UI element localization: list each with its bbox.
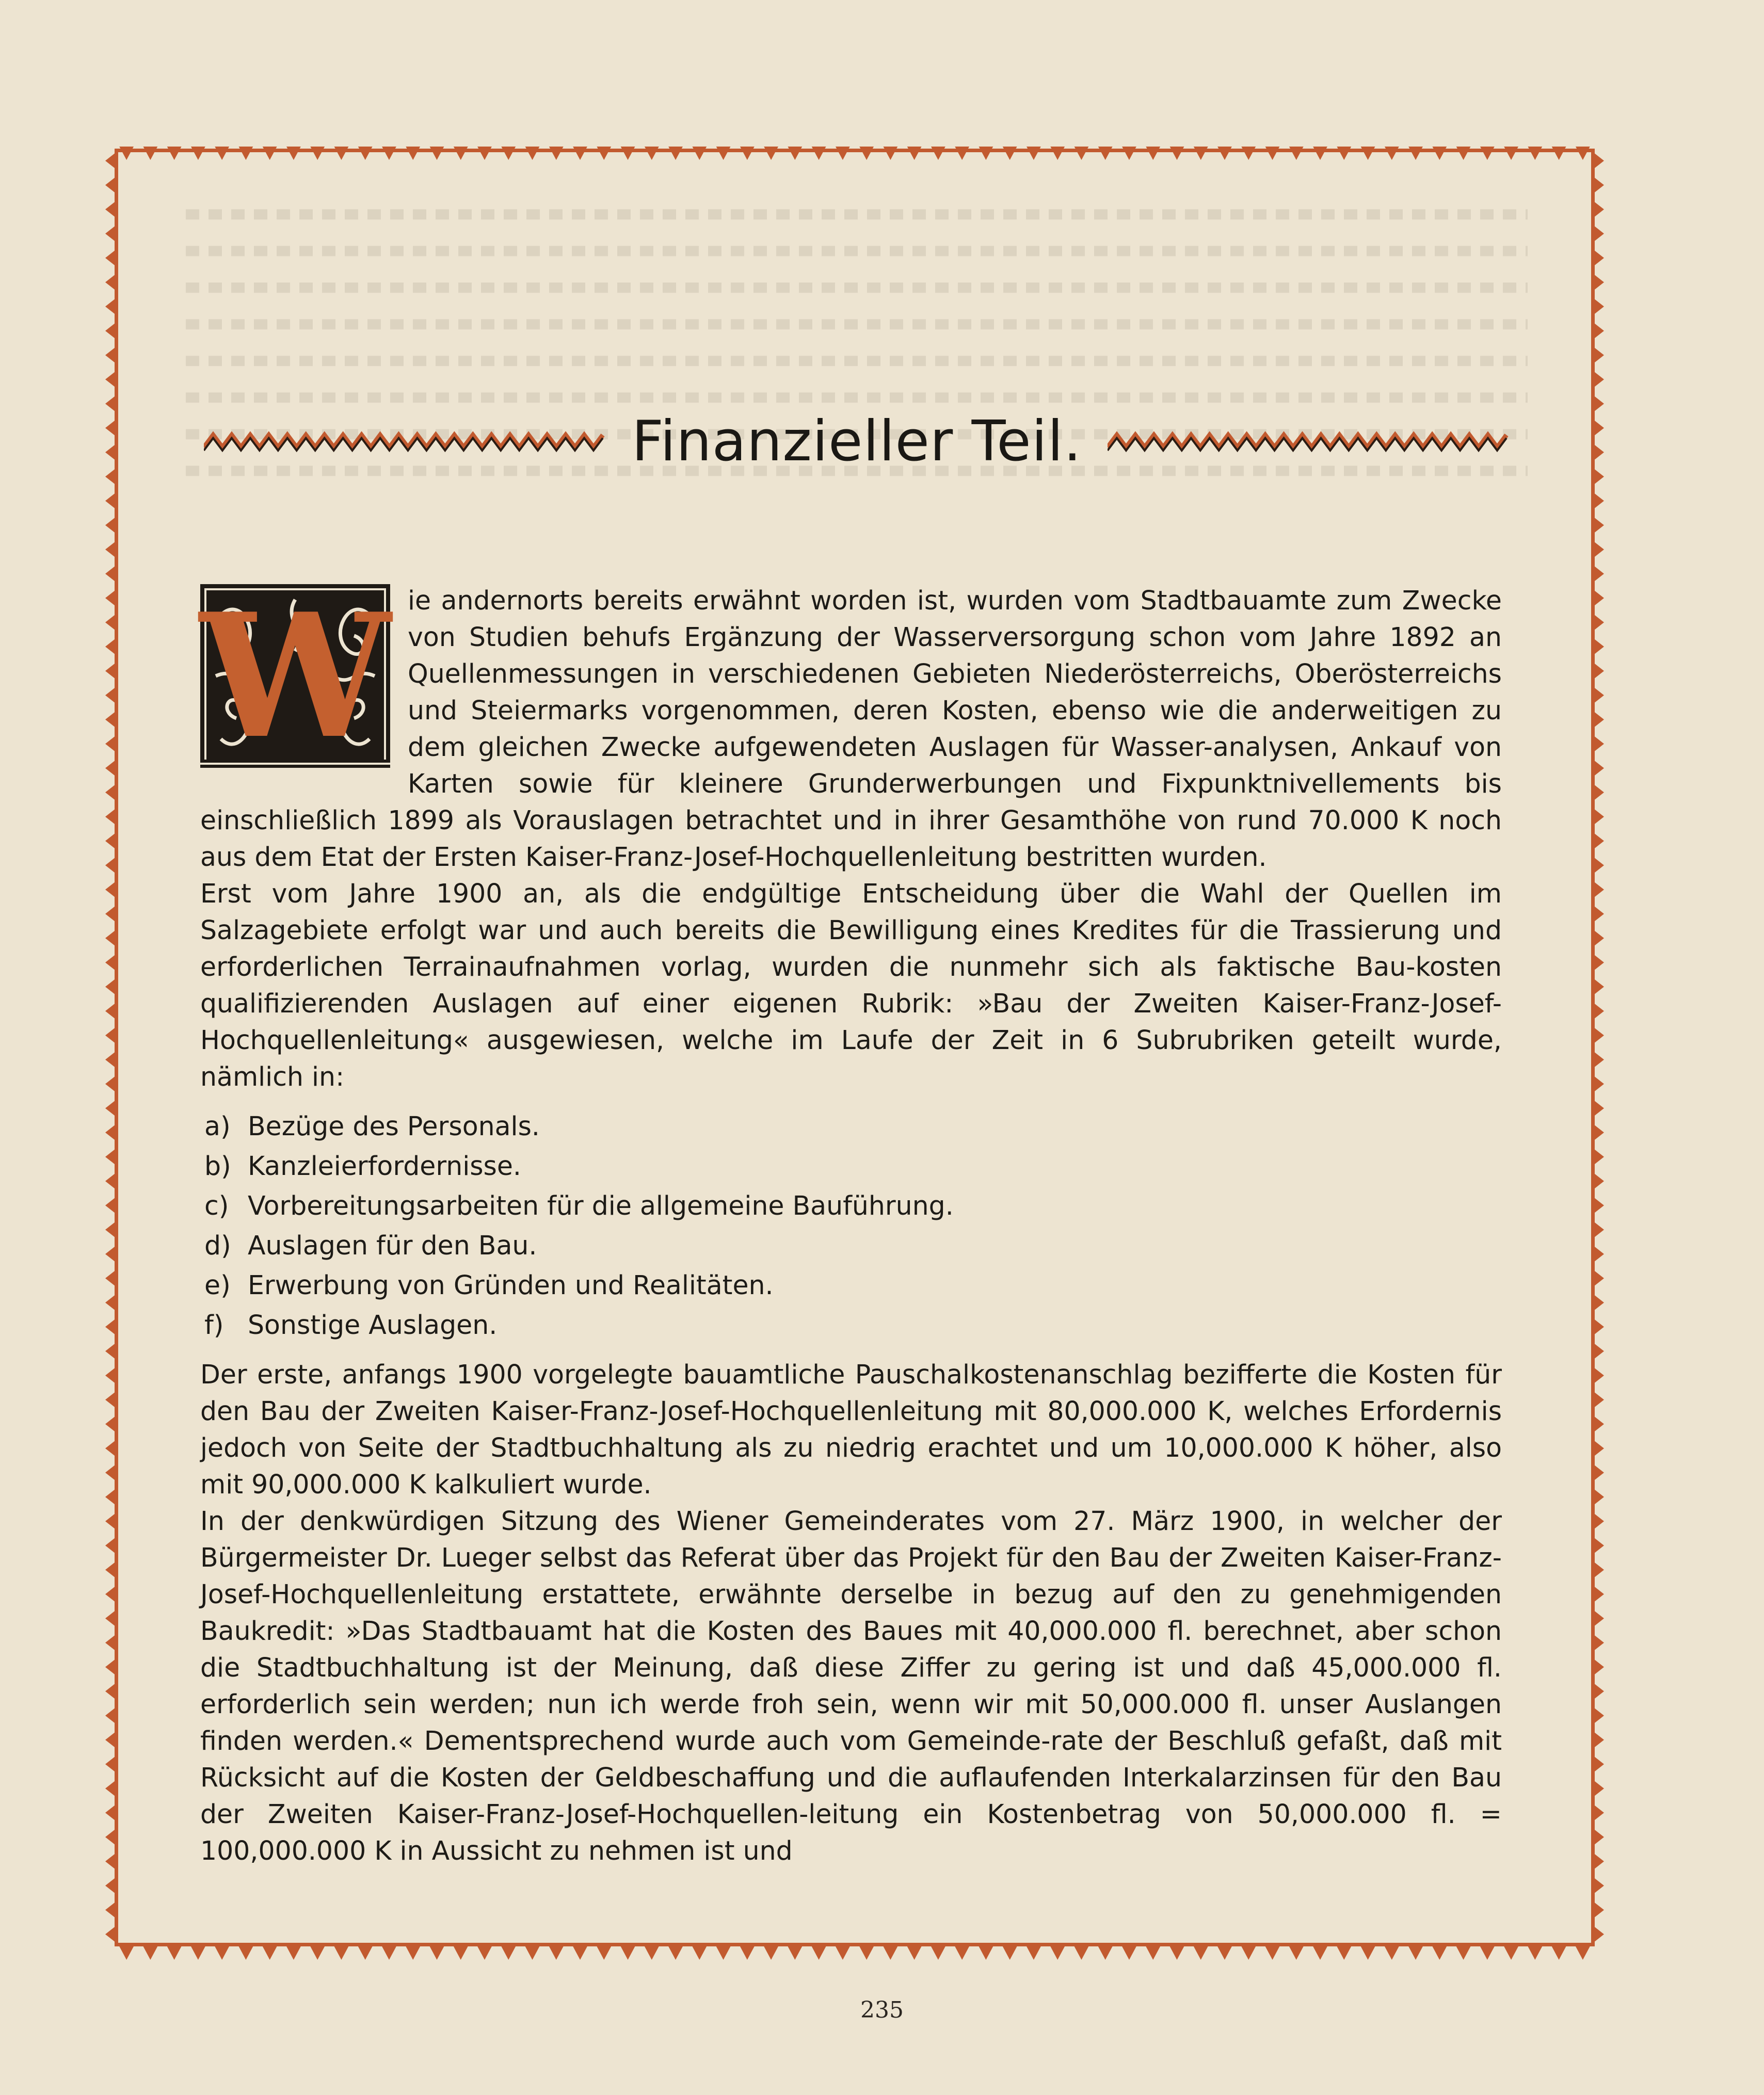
decorated-initial — [199, 576, 391, 776]
initial-letter: W — [199, 576, 391, 776]
zigzag-ornament-right — [1108, 426, 1510, 457]
zigzag-ornament-left — [204, 426, 606, 457]
list-item — [204, 1226, 1502, 1265]
list-marker: c) — [204, 1190, 229, 1221]
list-item — [204, 1186, 1502, 1226]
list-marker: f) — [204, 1310, 224, 1340]
list-marker: d) — [204, 1230, 231, 1261]
list-item — [204, 1305, 1502, 1345]
paragraph-3: Der erste, anfangs 1900 vorgelegte bauamtliche Pauschalkostenanschlag bezifferte die Kosten für den Bau der Zweiten Kaiser-Franz-Josef-Hochquellenleitung mit 80,000.000 K, welches Erfordernis jedoch von Seite der Stadtbuchhaltung als zu niedrig erachtet und um 10,000.000 K höher, also mit 90,000.000 K kalkuliert wurde. — [200, 1359, 1502, 1500]
page-number: 235 — [860, 1997, 904, 2023]
heading-row — [204, 397, 1510, 485]
border-teeth-left — [105, 149, 115, 1946]
paragraph-1: ie andernorts bereits erwähnt worden ist, wurden vom Stadtbauamte zum Zwecke von Studien behufs Ergänzung der Wasserversorgung schon vom Jahre 1892 an Quellenmessungen in verschiedenen Gebieten Niederösterreichs, Oberösterreichs und Steiermarks vorgenommen, deren Kosten, ebenso wie die anderweitigen zu dem gleichen Zwecke aufgewendeten Auslagen für Wasser-analysen, Ankauf von Karten sowie für kleinere Grunderwerbungen und Fixpunktnivellements bis einschließlich 1899 als Vorauslagen betrachtet und in ihrer Gesamthöhe von rund 70.000 K noch aus dem Etat der Ersten Kaiser-Franz-Josef-Hochquellenleitung bestritten wurden. — [200, 585, 1502, 872]
list-item — [204, 1265, 1502, 1305]
list-text: Sonstige Auslagen. — [248, 1310, 498, 1340]
list-text: Vorbereitungsarbeiten für die allgemeine Bauführung. — [248, 1190, 954, 1221]
border-teeth-top — [115, 147, 1595, 160]
list-text: Kanzleierfordernisse. — [248, 1151, 521, 1181]
list-marker: a) — [204, 1111, 231, 1141]
paragraph-2: Erst vom Jahre 1900 an, als die endgültige Entscheidung über die Wahl der Quellen im Salzagebiete erfolgt war und auch bereits die Bewilligung eines Kredites für die Trassierung und erforderlichen Terrainaufnahmen vorlag, wurden die nunmehr sich als faktische Bau-kosten qualifizierenden Auslagen auf einer eigenen Rubrik: »Bau der Zweiten Kaiser-Franz-Josef-Hochquellenleitung« ausgewiesen, welche im Laufe der Zeit in 6 Subrubriken geteilt wurde, nämlich in: — [200, 878, 1502, 1092]
subrubric-list — [204, 1106, 1502, 1345]
border-teeth-bottom — [115, 1946, 1595, 1960]
list-marker: e) — [204, 1270, 231, 1300]
list-text: Bezüge des Personals. — [248, 1111, 540, 1141]
list-text: Auslagen für den Bau. — [248, 1230, 537, 1261]
list-item — [204, 1146, 1502, 1186]
list-marker: b) — [204, 1151, 231, 1181]
paragraph-4: In der denkwürdigen Sitzung des Wiener Gemeinderates vom 27. März 1900, in welcher der Bürgermeister Dr. Lueger selbst das Referat über das Projekt für den Bau der Zweiten Kaiser-Franz-Josef-Hochquellenleitung erstattete, erwähnte derselbe in bezug auf den zu genehmigenden Baukredit: »Das Stadtbauamt hat die Kosten des Baues mit 40,000.000 fl. berechnet, aber schon die Stadtbuchhaltung ist der Meinung, daß diese Ziffer zu gering ist und daß 45,000.000 fl. erforderlich sein werden; nun ich werde froh sein, wenn wir mit 50,000.000 fl. unser Auslangen finden werden.« Dementsprechend wurde auch vom Gemeinde-rate der Beschluß gefaßt, daß mit Rücksicht auf die Kosten der Geldbeschaffung und die auflaufenden Interkalarzinsen für den Bau der Zweiten Kaiser-Franz-Josef-Hochquellen-leitung ein Kostenbetrag von 50,000.000 fl. = 100,000.000 K in Aussicht zu nehmen ist und — [200, 1506, 1502, 1866]
list-item — [204, 1106, 1502, 1146]
page-title: Finanzieller Teil. — [631, 409, 1082, 474]
list-text: Erwerbung von Gründen und Realitäten. — [248, 1270, 774, 1300]
border-teeth-right — [1595, 149, 1604, 1946]
body-text — [199, 576, 1502, 1869]
